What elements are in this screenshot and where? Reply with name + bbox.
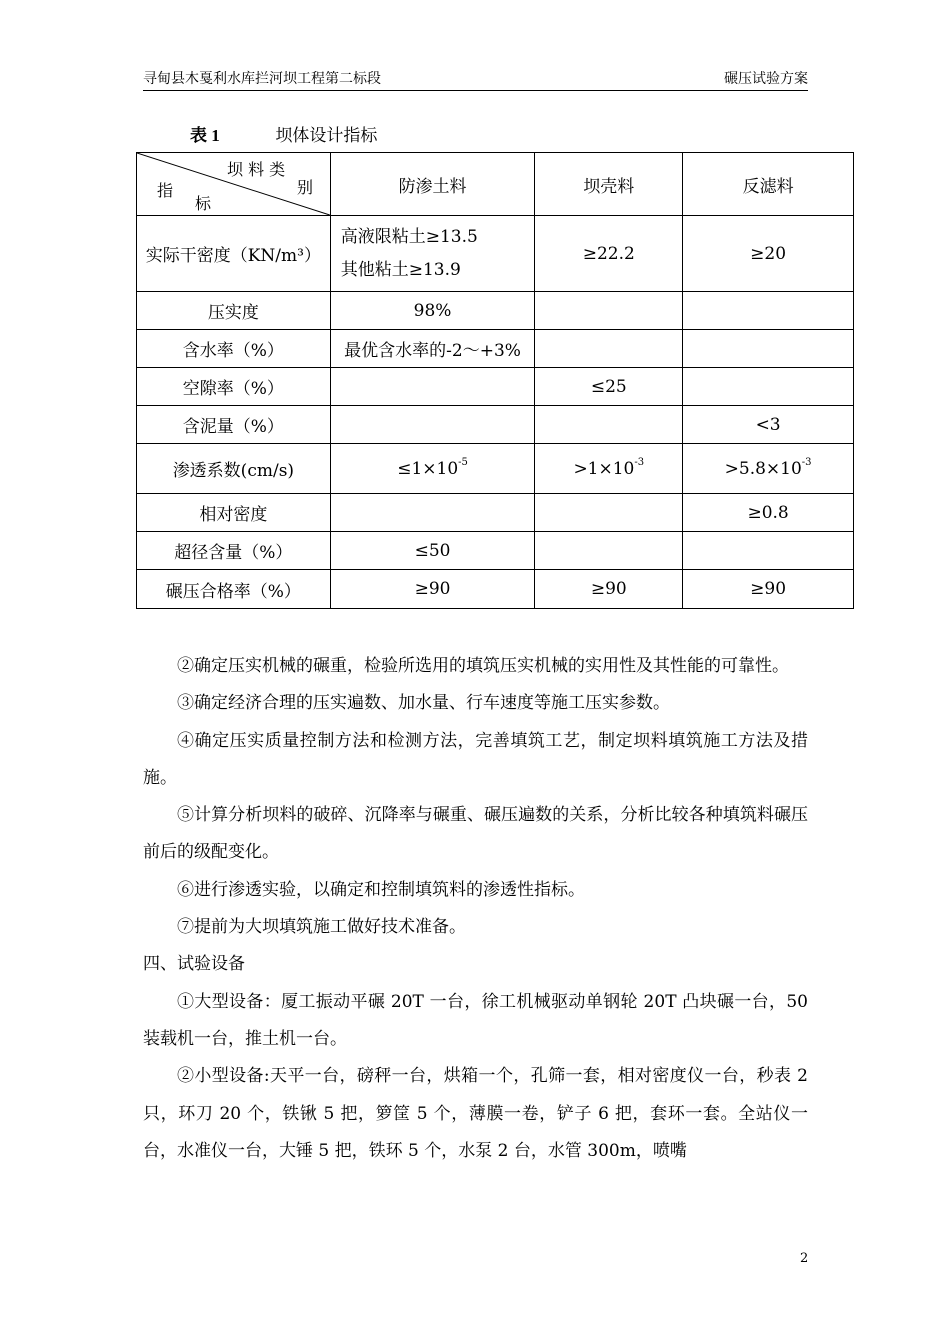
table-header-row xyxy=(137,153,854,216)
table-row xyxy=(137,444,854,494)
paragraph: ④确定压实质量控制方法和检测方法，完善填筑工艺，制定坝料填筑施工方法及措施。 xyxy=(143,730,808,788)
column-header: 防渗土料 xyxy=(330,153,535,216)
diagonal-header-cell xyxy=(137,153,331,216)
table-cell: 最优含水率的-2～+3% xyxy=(330,330,535,368)
cell-line: 其他粘土≥13.9 xyxy=(340,259,461,280)
row-label: 相对密度 xyxy=(137,494,331,532)
table-cell: ≥90 xyxy=(330,570,535,609)
corner-label-top: 坝 料 类 xyxy=(227,160,286,179)
page-header xyxy=(143,68,808,91)
row-label: 实际干密度（KN/m³） xyxy=(137,216,331,292)
paragraph: ⑥进行渗透实验，以确定和控制填筑料的渗透性指标。 xyxy=(177,879,585,900)
table-cell xyxy=(330,368,535,406)
row-label: 含泥量（%） xyxy=(137,406,331,444)
table-cell xyxy=(535,532,683,570)
table-cell xyxy=(535,330,683,368)
table-caption-label: 表 1 xyxy=(190,126,220,145)
table-row xyxy=(137,216,854,292)
table-row xyxy=(137,292,854,330)
page-number: 2 xyxy=(800,1251,809,1266)
corner-label-right: 别 xyxy=(297,178,314,197)
paragraph: ⑤计算分析坝料的破碎、沉降率与碾重、碾压遍数的关系，分析比较各种填筑料碾压前后的级配变化。 xyxy=(143,805,808,863)
table-cell: $>5.8\times 10^{-3}$ xyxy=(683,444,854,494)
row-label: 碾压合格率（%） xyxy=(137,570,331,609)
table-cell xyxy=(683,532,854,570)
row-label: 超径含量（%） xyxy=(137,532,331,570)
table-cell: ≥22.2 xyxy=(535,216,683,292)
design-index-table xyxy=(136,152,854,609)
body-text xyxy=(143,648,808,1170)
table-row xyxy=(137,494,854,532)
paragraph: ⑦提前为大坝填筑施工做好技术准备。 xyxy=(177,917,466,938)
table-cell xyxy=(683,368,854,406)
table-cell: ≤50 xyxy=(330,532,535,570)
corner-label-left: 指 xyxy=(157,181,174,200)
header-document-title: 碾压试验方案 xyxy=(724,71,808,87)
table-cell: 98% xyxy=(330,292,535,330)
row-label: 渗透系数(cm/s) xyxy=(137,444,331,494)
table-cell xyxy=(535,406,683,444)
table-cell xyxy=(330,216,535,292)
table-cell xyxy=(535,494,683,532)
table-cell: ≥0.8 xyxy=(683,494,854,532)
paragraph: ②小型设备:天平一台，磅秤一台，烘箱一个，孔筛一套，相对密度仪一台，秒表 2 只，环刀 20 个，铁锹 5 把，箩筐 5 个，薄膜一卷，铲子 6 把，套环一套。全站仪一台，水准仪一台，大锤 5 把，铁环 5 个，水泵 2 台，水管 300m，喷嘴 xyxy=(143,1066,808,1161)
table-cell xyxy=(683,330,854,368)
paragraph: ②确定压实机械的碾重，检验所选用的填筑压实机械的实用性及其性能的可靠性。 xyxy=(177,656,789,676)
cell-line: 高液限粘土≥13.5 xyxy=(340,226,478,247)
table-cell: ≥20 xyxy=(683,216,854,292)
table-cell: $>1\times 10^{-3}$ xyxy=(535,444,683,494)
table-cell: $\le 1\times 10^{-5}$ xyxy=(330,444,535,494)
table-cell: ≥90 xyxy=(683,570,854,609)
table-cell: <3 xyxy=(683,406,854,444)
table-cell: ≥90 xyxy=(535,570,683,609)
table-cell: ≤25 xyxy=(535,368,683,406)
column-header: 坝壳料 xyxy=(535,153,683,216)
column-header: 反滤料 xyxy=(683,153,854,216)
table-cell xyxy=(683,292,854,330)
header-project-title: 寻甸县木戛利水库拦河坝工程第二标段 xyxy=(143,71,381,87)
table-row xyxy=(137,368,854,406)
row-label: 含水率（%） xyxy=(137,330,331,368)
table-row xyxy=(137,570,854,609)
table-cell xyxy=(330,406,535,444)
row-label: 空隙率（%） xyxy=(137,368,331,406)
table-row xyxy=(137,406,854,444)
paragraph: ③确定经济合理的压实遍数、加水量、行车速度等施工压实参数。 xyxy=(177,693,670,714)
table-row xyxy=(137,330,854,368)
row-label: 压实度 xyxy=(137,292,331,330)
table-cell xyxy=(330,494,535,532)
table-caption-title: 坝体设计指标 xyxy=(275,126,378,146)
table-row xyxy=(137,532,854,570)
table-caption xyxy=(190,121,377,146)
table-cell xyxy=(535,292,683,330)
corner-label-bottom: 标 xyxy=(195,194,212,213)
section-heading: 四、试验设备 xyxy=(143,954,245,975)
paragraph: ①大型设备：厦工振动平碾 20T 一台，徐工机械驱动单钢轮 20T 凸块碾一台，50 装载机一台，推土机一台。 xyxy=(143,991,808,1049)
